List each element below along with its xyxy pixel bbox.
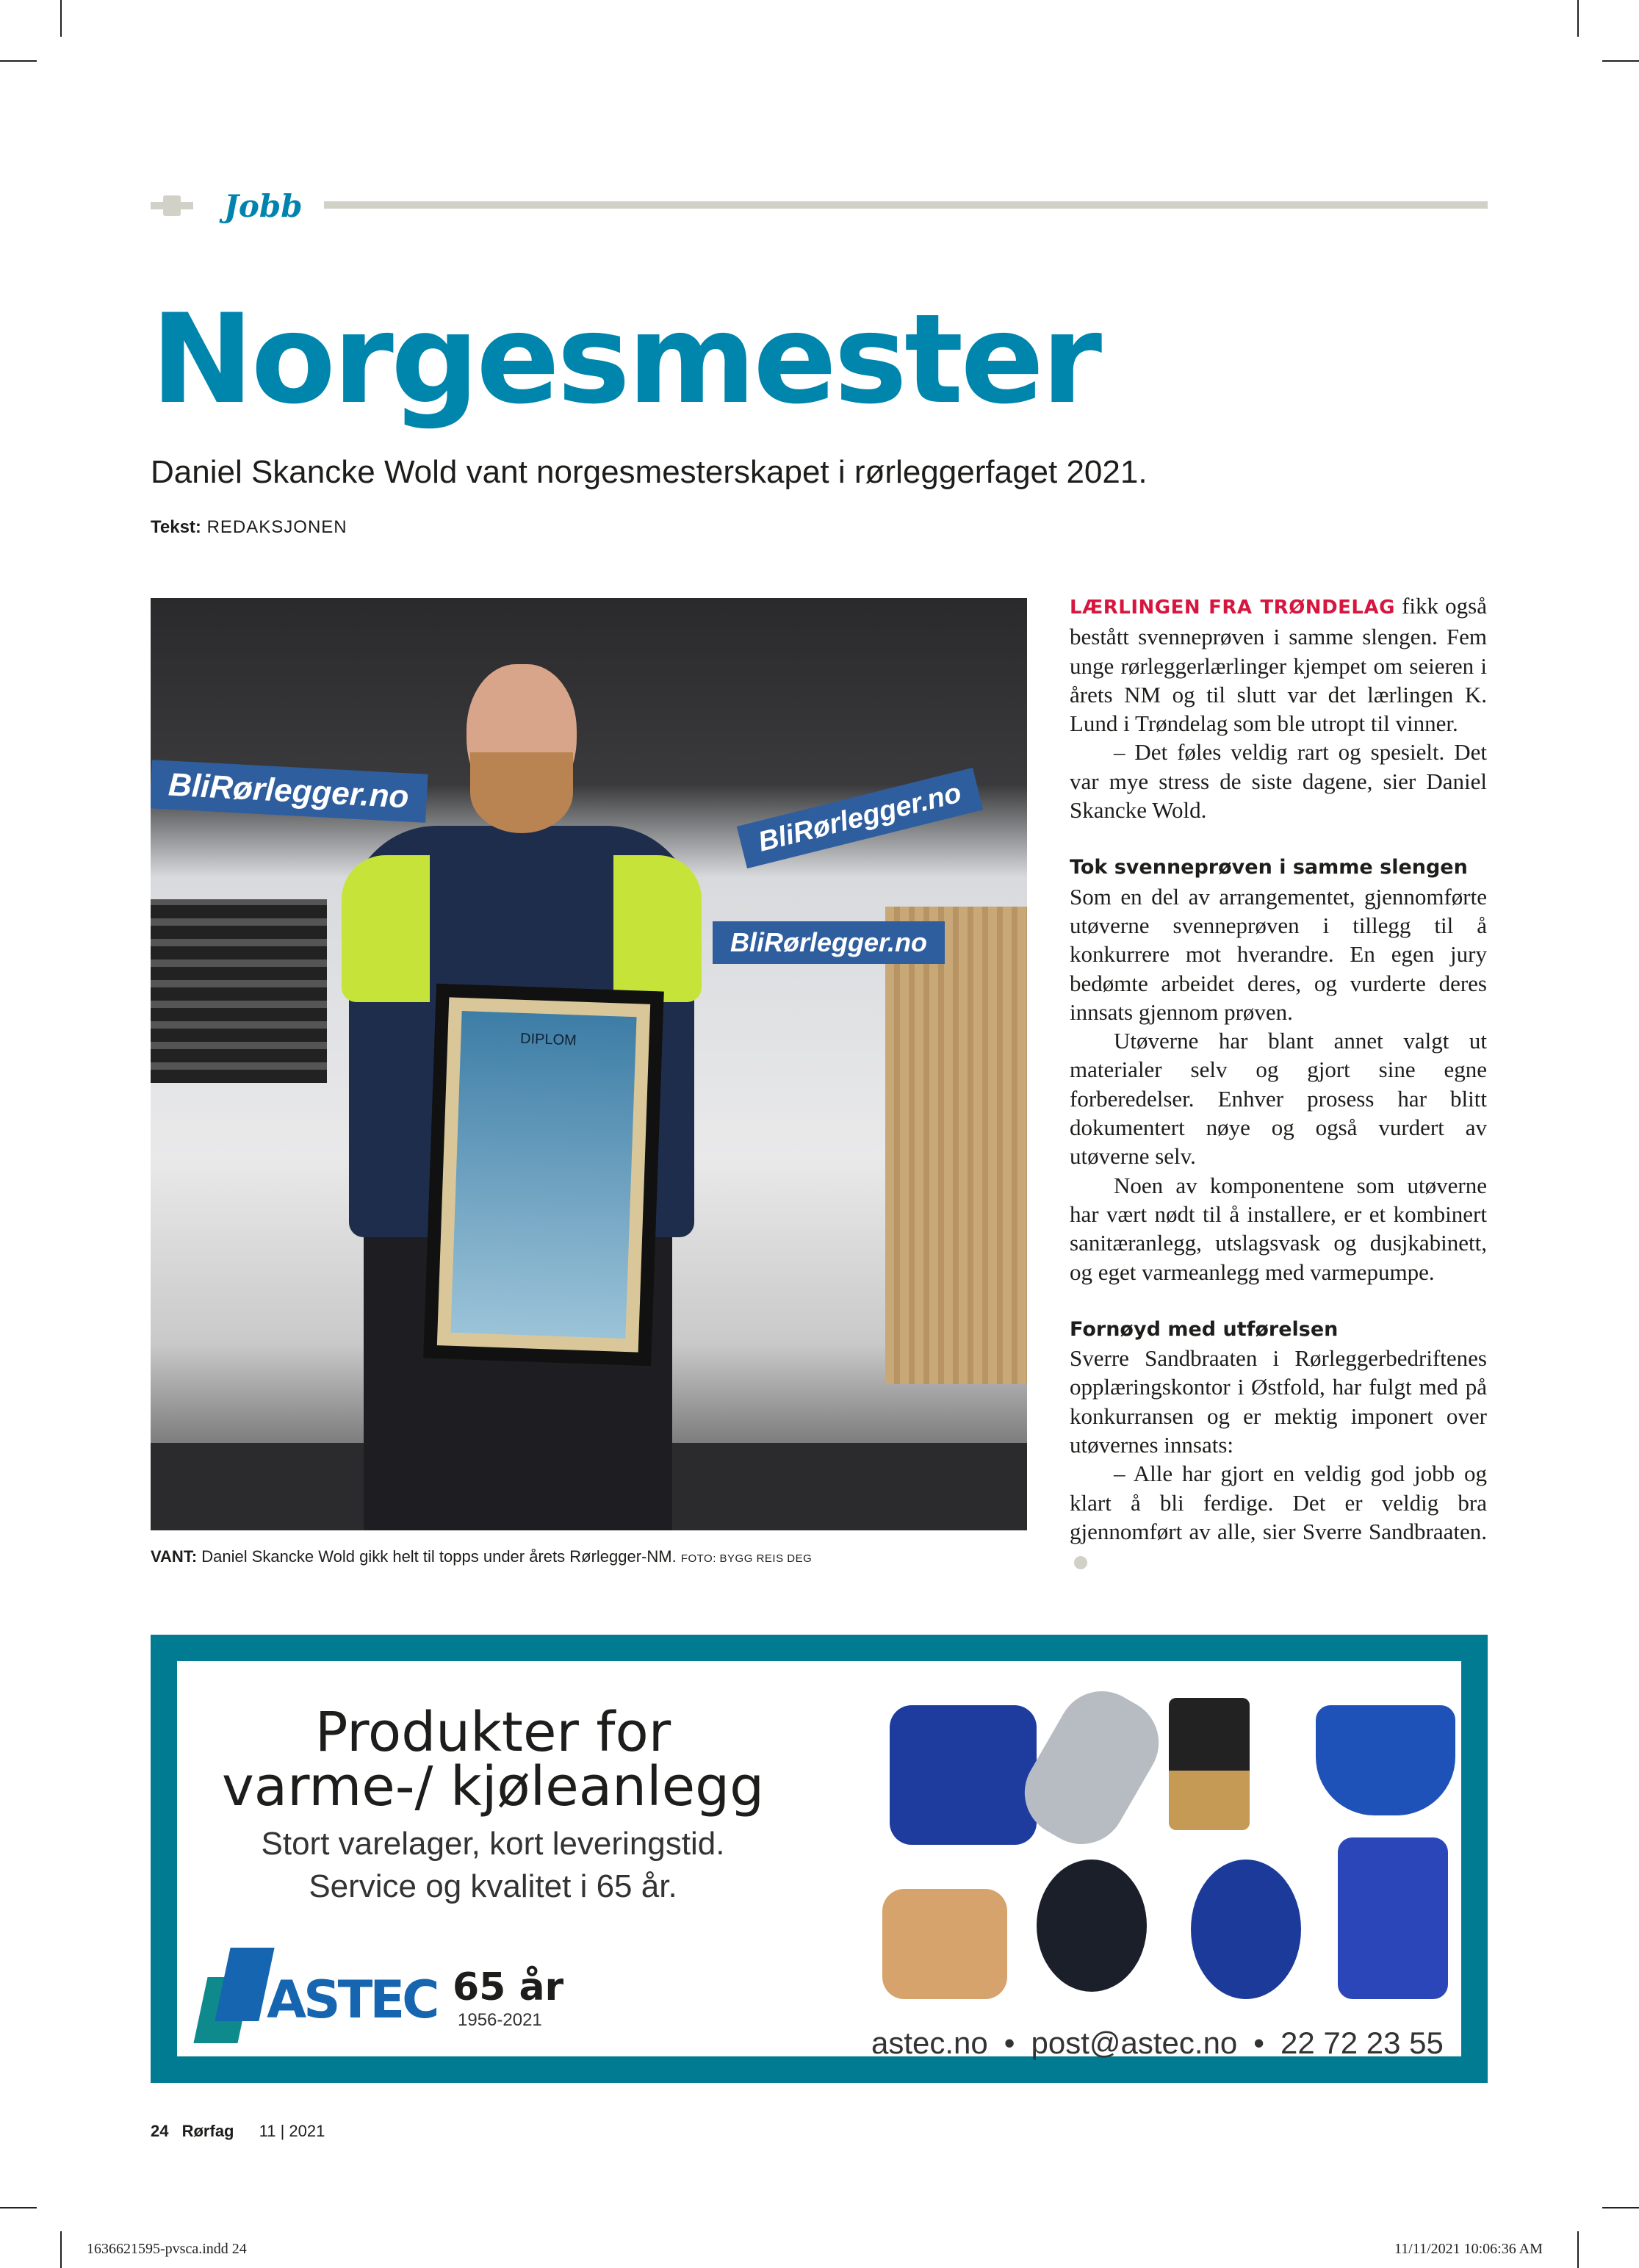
paragraph-text: – Alle har gjort en veldig god jobb og klart å bli ferdige. Det er veldig bra gjennomført av alle, sier Sverre Sandbraaten. — [1070, 1461, 1487, 1544]
phone-number: 22 72 23 55 — [1280, 2026, 1444, 2060]
caption-label: VANT: — [151, 1547, 198, 1566]
article-title: Norgesmester — [151, 287, 1100, 431]
caption-text: Daniel Skancke Wold gikk helt til topps under årets Rørlegger-NM. — [201, 1547, 677, 1566]
crop-mark — [1577, 0, 1579, 37]
astec-advertisement[interactable] — [151, 1635, 1488, 2083]
website-link[interactable]: astec.no — [871, 2026, 988, 2060]
ad-panel — [177, 1661, 1461, 2060]
separator: • — [1253, 2026, 1265, 2060]
butterfly-valve-image — [1316, 1705, 1455, 1815]
email-link[interactable]: post@astec.no — [1031, 2026, 1238, 2060]
static-valve-image — [1338, 1837, 1448, 1999]
print-slug-file: 1636621595-pvsca.indd 24 — [87, 2241, 247, 2257]
logo-text: ASTEC — [267, 1970, 437, 2030]
section-rule — [324, 201, 1488, 209]
article-photo — [151, 598, 1027, 1530]
article-body — [1070, 591, 1487, 1575]
flow-meter-image — [1037, 1860, 1147, 1992]
crop-mark — [60, 0, 62, 37]
end-mark-icon — [1074, 1556, 1087, 1569]
byline-value: REDAKSJONEN — [206, 517, 347, 537]
photo-caption — [151, 1547, 812, 1566]
ad-subline-line: Stort varelager, kort leveringstid. — [261, 1826, 725, 1862]
magazine-name: Rørfag — [181, 2122, 234, 2140]
subheading: Fornøyd med utførelsen — [1070, 1317, 1339, 1341]
ad-headline — [221, 1701, 765, 1818]
anniversary: 65 år — [453, 1965, 564, 2009]
photo-banner: BliRørlegger.no — [737, 768, 983, 868]
ad-subline — [221, 1823, 765, 1908]
paragraph: Som en del av arrangementet, gjennomførte utøverne svenneprøven i tillegg til å konkurrere mot hverandre. En egen jury bedømte arbeidet deres, og vurderte deres innsats gjennom prøven. — [1070, 883, 1487, 1025]
photo-banner: BliRørlegger.no — [713, 921, 945, 964]
ad-headline-line: varme-/ kjøleanlegg — [221, 1755, 765, 1818]
paragraph: Sverre Sandbraaten i Rørleggerbedriftenes opplæringskontor i Østfold, har fulgt med på konkurransen og er mektig imponert over utøvernes innsats: — [1070, 1345, 1487, 1458]
crop-mark — [0, 60, 37, 62]
diploma: DIPLOM — [450, 1011, 636, 1339]
byline-label: Tekst: — [151, 517, 201, 537]
crop-mark — [60, 2231, 62, 2268]
photo-wall — [151, 899, 327, 1083]
paragraph — [1070, 591, 1487, 738]
article-subtitle: Daniel Skancke Wold vant norgesmesterskapet i rørleggerfaget 2021. — [151, 454, 1148, 490]
astec-logo — [193, 1948, 437, 2043]
paragraph: – Det føles veldig rart og spesielt. Det var mye stress de siste dagene, sier Daniel Skancke Wold. — [1070, 739, 1487, 824]
page-footer — [151, 2122, 325, 2141]
section-header — [151, 188, 1488, 224]
photo-wood-panel — [885, 907, 1027, 1384]
logo-shape — [215, 1948, 274, 2021]
photo-banner: BliRørlegger.no — [151, 760, 428, 823]
crop-mark — [0, 2207, 37, 2208]
paragraph — [1070, 1459, 1487, 1574]
paragraph-text: fikk også bestått svenneprøven i samme slengen. Fem unge rørleggerlærlinger kjempet om seieren i årets NM og til slutt var det lærlingen K. Lund i Trøndelag som ble utropt til vinner. — [1070, 593, 1487, 737]
ad-subline-line: Service og kvalitet i 65 år. — [309, 1868, 677, 1904]
crop-mark — [1602, 60, 1639, 62]
print-slug-timestamp: 11/11/2021 10:06:36 AM — [1394, 2241, 1543, 2257]
pipe-plug-icon — [151, 197, 193, 215]
diploma-mat — [437, 997, 650, 1352]
ad-contact — [871, 2026, 1444, 2061]
ad-headline-line: Produkter for — [314, 1701, 671, 1764]
page-number: 24 — [151, 2122, 169, 2140]
separator: • — [1004, 2026, 1015, 2060]
diploma-frame — [423, 984, 664, 1367]
person-beard — [470, 752, 573, 833]
crop-mark — [1577, 2231, 1579, 2268]
paragraph: Utøverne har blant annet valgt ut materialer selv og gjort sine egne forberedelser. Enhver prosess har blitt dokumentert nøye og også vurdert av utøverne selv. — [1070, 1028, 1487, 1170]
anniversary-years: 1956-2021 — [458, 2010, 542, 2030]
subheading: Tok svenneprøven i samme slengen — [1070, 856, 1468, 879]
brass-valve-image — [882, 1889, 1007, 1999]
issue: 11 | 2021 — [259, 2122, 325, 2140]
byline — [151, 517, 347, 538]
product-images — [882, 1676, 1463, 1999]
section-label: Jobb — [224, 188, 303, 224]
paragraph: Noen av komponentene som utøverne har vært nødt til å installere, er et kombinert sanitæranlegg, utslagsvask og dusjkabinett, og eget varmeanlegg med varmepumpe. — [1070, 1172, 1487, 1285]
photo-credit: FOTO: BYGG REIS DEG — [680, 1552, 813, 1565]
lead-in: LÆRLINGEN FRA TRØNDELAG — [1070, 597, 1395, 619]
wafer-valve-image — [1191, 1860, 1301, 1999]
balancing-valve-image — [1169, 1698, 1250, 1830]
strainer-valve-image — [890, 1705, 1037, 1845]
crop-mark — [1602, 2207, 1639, 2208]
